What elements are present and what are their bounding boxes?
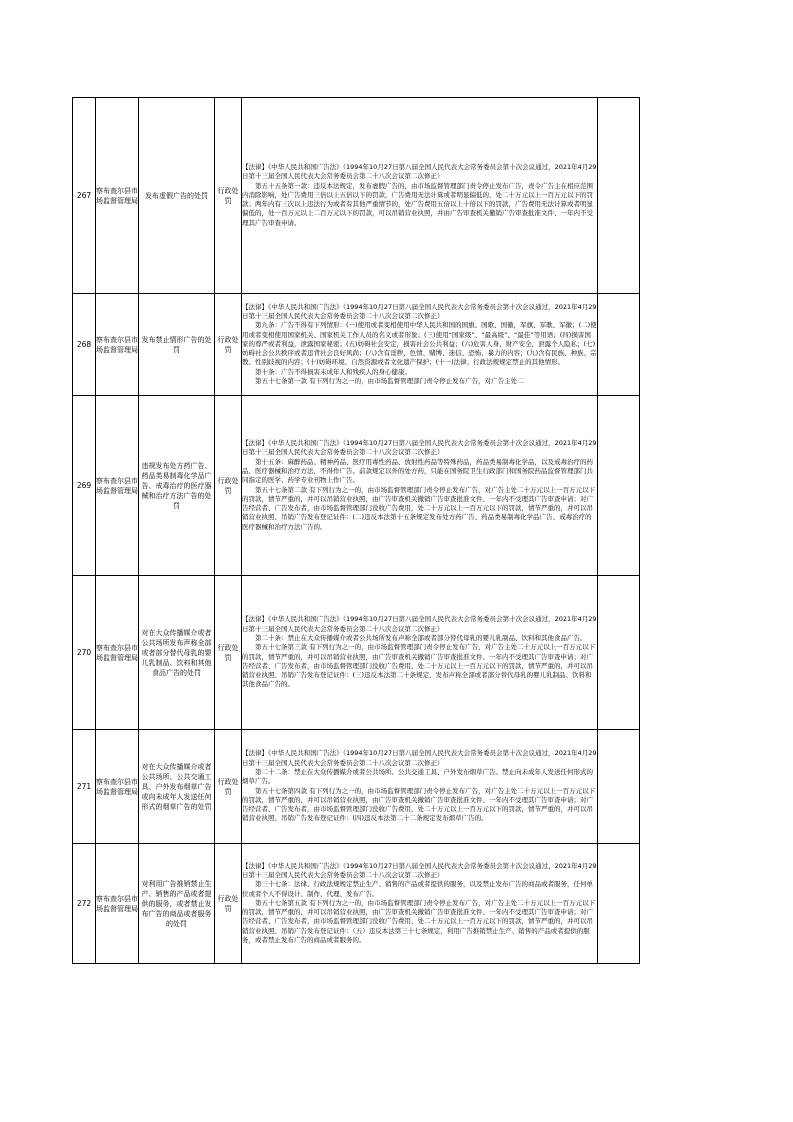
legal-basis-paragraph: 第二十条：禁止在大众传播媒介或者公共场所发布声称全部或者部分替代母乳的婴儿乳制品、饮料和其他食品广告。 bbox=[255, 633, 587, 642]
remarks-cell bbox=[598, 576, 640, 730]
power-category: 行政处罚 bbox=[215, 294, 242, 396]
remarks-cell bbox=[598, 730, 640, 844]
implementing-agency: 察布查尔县市场监督管理局 bbox=[96, 396, 139, 576]
legal-basis-paragraph: 【法律】《中华人民共和国广告法》（1994年10月27日第八届全国人民代表大会常务委员会第十次会议通过，2021年4月29日第十三届全国人民代表大会常务委员会第二十八次会议第二次修正） bbox=[242, 162, 597, 181]
table-row bbox=[73, 730, 640, 844]
legal-basis-paragraph: 【法律】《中华人民共和国广告法》（1994年10月27日第八届全国人民代表大会常务委员会第十次会议通过，2021年4月29日第十三届全国人民代表大会常务委员会第二十八次会议第二次修正） bbox=[242, 439, 597, 457]
penalty-item: 发布禁止情形广告的处罚 bbox=[139, 294, 215, 396]
legal-basis-paragraph: 【法律】《中华人民共和国广告法》（1994年10月27日第八届全国人民代表大会常务委员会第十次会议通过，2021年4月29日第十三届全国人民代表大会常务委员会第二十八次会议第二次修正） bbox=[242, 749, 597, 767]
legal-basis-paragraph: 第二十二条：禁止在大众传播媒介或者公共场所、公共交通工具、户外发布烟草广告。禁止向未成年人发送任何形式的烟草广告。 bbox=[242, 767, 593, 786]
row-number: 269 bbox=[73, 396, 96, 576]
legal-basis-paragraph: 第五十七条第二款 有下列行为之一的，由市场监督管理部门责令停止发布广告，对广告主处二十万元以上一百万元以下的罚款，情节严重的，并可以吊销营业执照，由广告审查机关撤销广告审查批准文件、一年内不受理其广告审查申请；对广告经营者、广告发布者，由市场监督管理部门没收广告费用，处二十万元以上一百万元以下的罚款，情节严重的，并可以吊销营业执照、吊销广告发布登记证件：(二)违反本法第十五条规定发布处方药广告、药品类易制毒化学品广告、戒毒治疗的医疗器械和治疗方法广告的。 bbox=[242, 485, 596, 531]
remarks-cell bbox=[598, 294, 640, 396]
row-number: 270 bbox=[73, 576, 96, 730]
legal-basis bbox=[242, 730, 598, 844]
penalty-item: 发布虚假广告的处罚 bbox=[139, 98, 215, 294]
legal-basis bbox=[242, 844, 598, 964]
power-category: 行政处罚 bbox=[215, 98, 242, 294]
legal-basis-text bbox=[242, 439, 597, 532]
implementing-agency: 察布查尔县市场监督管理局 bbox=[96, 730, 139, 844]
implementing-agency: 察布查尔县市场监督管理局 bbox=[96, 294, 139, 396]
remarks-cell bbox=[598, 844, 640, 964]
row-number: 267 bbox=[73, 98, 96, 294]
penalty-item: 对利用广告推销禁止生产、销售的产品或者提供的服务，或者禁止发布广告的商品或者服务的处罚 bbox=[139, 844, 215, 964]
remarks-cell bbox=[598, 396, 640, 576]
legal-basis-paragraph: 第九条：广告不得有下列情形：(一)使用或者变相使用中华人民共和国的国旗、国歌、国徽，军旗、军歌、军徽；(二)使用或者变相使用国家机关、国家机关工作人员的名义或者形象；(三)使用“国家级”、“最高级”、“最佳”等用语；(四)损害国家的尊严或者利益，泄露国家秘密；(五)妨碍社会安定，损害社会公共利益；(六)危害人身、财产安全，泄露个人隐私；(七)妨碍社会公共秩序或者违背社会良好风尚；(八)含有淫秽、色情、赌博、迷信、恐怖、暴力的内容；(九)含有民族、种族、宗教、性别歧视的内容；(十)妨碍环境、自然资源或者文化遗产保护；(十一)法律、行政法规规定禁止的其他情形。 bbox=[242, 321, 597, 367]
table-row bbox=[73, 98, 640, 294]
legal-basis-paragraph: 第五十七条第五款 有下列行为之一的，由市场监督管理部门责令停止发布广告，对广告主处二十万元以上一百万元以下的罚款，情节严重的，并可以吊销营业执照，由广告审查机关撤销广告审查批准文件、一年内不受理其广告审查申请；对广告经营者、广告发布者，由市场监督管理部门没收广告费用，处二十万元以上一百万元以下的罚款，情节严重的，并可以吊销营业执照、吊销广告发布登记证件：（五）违反本法第三十七条规定，利用广告推销禁止生产、销售的产品或者提供的服务，或者禁止发布广告的商品或者服务的。 bbox=[242, 898, 596, 945]
legal-basis-paragraph: 第十五条：麻醉药品、精神药品、医疗用毒性药品、放射性药品等特殊药品，药品类易制毒化学品，以及戒毒治疗的药品、医疗器械和治疗方法，不得作广告。前款规定以外的处方药，只能在国务院卫生行政部门和国务院药品监督管理部门共同指定的医学、药学专业刊物上作广告。 bbox=[242, 457, 593, 485]
row-number: 271 bbox=[73, 730, 96, 844]
legal-basis-text bbox=[242, 163, 597, 228]
row-number: 272 bbox=[73, 844, 96, 964]
legal-basis-paragraph: 第五十七条第四款 有下列行为之一的，由市场监督管理部门责令停止发布广告，对广告主处二十万元以上一百万元以下的罚款，情节严重的，并可以吊销营业执照，由广告审查机关撤销广告审查批准文件、一年内不受理其广告审查申请；对广告经营者、广告发布者，由市场监督管理部门没收广告费用，处二十万元以上一百万元以下的罚款，情节严重的，并可以吊销营业执照、吊销广告发布登记证件：(四)违反本法第二十二条规定发布烟草广告的。 bbox=[242, 786, 596, 823]
power-category: 行政处罚 bbox=[215, 576, 242, 730]
table-row bbox=[73, 576, 640, 730]
implementing-agency: 察布查尔县市场监督管理局 bbox=[96, 844, 139, 964]
power-category: 行政处罚 bbox=[215, 844, 242, 964]
power-list-table bbox=[72, 97, 640, 964]
legal-basis-text bbox=[242, 862, 597, 946]
remarks-cell bbox=[598, 98, 640, 294]
penalty-item: 对在大众传播媒介或者公共场所发布声称全部或者部分替代母乳的婴儿乳制品、饮料和其他食品广告的处罚 bbox=[139, 576, 215, 730]
power-category: 行政处罚 bbox=[215, 396, 242, 576]
power-category: 行政处罚 bbox=[215, 730, 242, 844]
implementing-agency: 察布查尔县市场监督管理局 bbox=[96, 576, 139, 730]
penalty-item: 违规发布处方药广告、药品类易制毒化学品广告、戒毒治疗的医疗器械和治疗方法广告的处罚 bbox=[139, 396, 215, 576]
table-row bbox=[73, 294, 640, 396]
implementing-agency: 察布查尔县市场监督管理局 bbox=[96, 98, 139, 294]
legal-basis-text bbox=[242, 749, 597, 823]
table-row bbox=[73, 396, 640, 576]
legal-basis bbox=[242, 576, 598, 730]
legal-basis-paragraph: 第三十七条：法律、行政法规规定禁止生产、销售的产品或者提供的服务，以及禁止发布广告的商品或者服务，任何单位或者个人不得设计、制作、代理、发布广告。 bbox=[242, 880, 593, 898]
legal-basis-paragraph: 第十条：广告不得损害未成年人和残疾人的身心健康。 bbox=[255, 367, 411, 376]
legal-basis-paragraph: 【法律】《中华人民共和国广告法》（1994年10月27日第八届全国人民代表大会常务委员会第十次会议通过，2021年4月29日第十三届全国人民代表大会常务委员会第二十八次会议第二次修正） bbox=[242, 302, 597, 320]
legal-basis-paragraph: 第五十五条第一款：违反本法规定，发布虚假广告的，由市场监督管理部门责令停止发布广告，责令广告主在相应范围内消除影响，处广告费用三倍以上五倍以下的罚款，广告费用无法计算或者明显偏低的，处二十万元以上一百万元以下的罚款；两年内有三次以上违法行为或者有其他严重情节的，处广告费用五倍以上十倍以下的罚款，广告费用无法计算或者明显偏低的，处一百万元以上二百万元以下的罚款，可以吊销营业执照，并由广告审查机关撤销广告审查批准文件、一年内不受理其广告审查申请。 bbox=[242, 181, 593, 227]
legal-basis bbox=[242, 294, 598, 396]
legal-basis-paragraph: 【法律】《中华人民共和国广告法》（1994年10月27日第八届全国人民代表大会常务委员会第十次会议通过，2021年4月29日第十三届全国人民代表大会常务委员会第二十八次会议第二次修正） bbox=[242, 861, 597, 879]
legal-basis bbox=[242, 98, 598, 294]
table-row bbox=[73, 844, 640, 964]
legal-basis-text bbox=[242, 615, 597, 689]
legal-basis-text bbox=[242, 303, 597, 387]
row-number: 268 bbox=[73, 294, 96, 396]
legal-basis-paragraph: 【法律】《中华人民共和国广告法》（1994年10月27日第八届全国人民代表大会常务委员会第十次会议通过，2021年4月29日第十三届全国人民代表大会常务委员会第二十八次会议第二次修正） bbox=[242, 615, 597, 633]
legal-basis-paragraph: 第五十七条第三款 有下列行为之一的，由市场监督管理部门责令停止发布广告，对广告主处二十万元以上一百万元以下的罚款，情节严重的，并可以吊销营业执照，由广告审查机关撤销广告审查批准文件、一年内不受理其广告审查申请；对广告经营者、广告发布者，由市场监督管理部门没收广告费用，处二十万元以上一百万元以下的罚款，情节严重的，并可以吊销营业执照、吊销广告发布登记证件：(三)违反本法第二十条规定，发布声称全部或者部分替代母乳的婴儿乳制品、饮料和其他食品广告的。 bbox=[242, 643, 596, 689]
penalty-item: 对在大众传播媒介或者公共场所、公共交通工具、户外发布烟草广告或向未成年人发送任何形式的烟草广告的处罚 bbox=[139, 730, 215, 844]
legal-basis bbox=[242, 396, 598, 576]
legal-basis-paragraph: 第五十七条第一款 有下列行为之一的，由市场监督管理部门责令停止发布广告，对广告主处二 bbox=[255, 377, 524, 386]
